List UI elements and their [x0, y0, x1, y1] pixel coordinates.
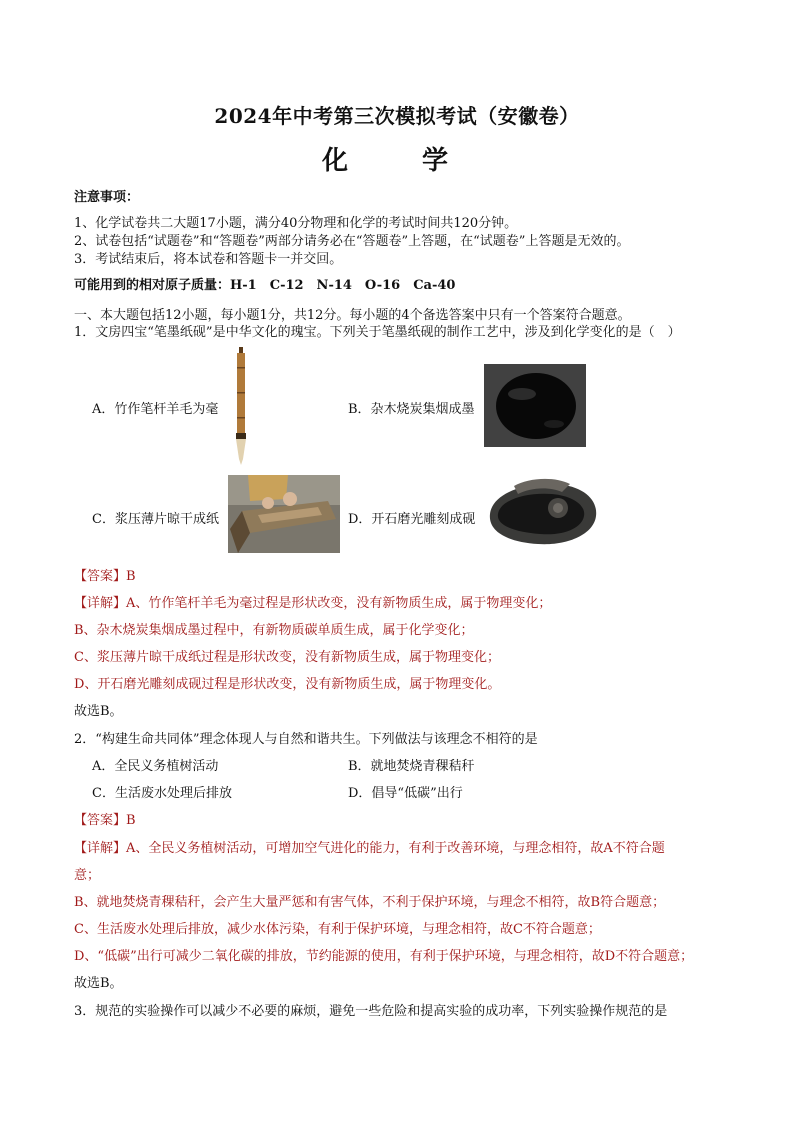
notice-item-3: 3．考试结束后，将本试卷和答题卡一并交回。: [74, 252, 343, 267]
subject-title: 化 学: [321, 146, 472, 176]
question-1-stem: 1．文房四宝“笔墨纸砚”是中华文化的瑰宝。下列关于笔墨纸砚的制作工艺中，涉及到化学变化的是（ ）: [74, 325, 681, 340]
q2-option-d: D．倡导“低碳”出行: [348, 786, 463, 801]
q2-option-b: B．就地焚烧青稞秸秆: [348, 759, 475, 774]
q1-option-d: D．开石磨光雕刻成砚: [348, 512, 476, 527]
detail-tag: 【详解】: [74, 596, 127, 611]
answer-tag: 【答案】: [74, 569, 127, 584]
brush-image: [228, 347, 254, 465]
detail-tag: 【详解】: [74, 841, 127, 856]
q1-answer-line: [74, 565, 136, 584]
q2-answer: B: [126, 813, 136, 828]
section-intro: 一、本大题包括12小题，每小题1分，共12分。每小题的4个备选答案中只有一个答案符合题意。: [74, 308, 631, 323]
notice-heading: 注意事项：: [74, 190, 140, 205]
q2-answer-line: [74, 809, 136, 828]
ink-image: [484, 364, 586, 447]
q2-option-c: C．生活废水处理后排放: [92, 786, 232, 801]
q1-answer: B: [126, 569, 136, 584]
q1-conclusion: 故选B。: [74, 704, 123, 719]
q2-detail-d: D、“低碳”出行可减少二氧化碳的排放，节约能源的使用，有利于保护环境，与理念相符，故D不符合题意；: [74, 949, 694, 964]
q2-detail-a: [74, 837, 665, 856]
q1-option-b: B．杂木烧炭集烟成墨: [348, 402, 475, 417]
q1-detail-text-a: A、竹作笔杆羊毛为毫过程是形状改变，没有新物质生成，属于物理变化；: [126, 596, 552, 611]
q1-detail-b: B、杂木烧炭集烟成墨过程中，有新物质碳单质生成，属于化学变化；: [74, 623, 474, 638]
q1-option-c: C．浆压薄片晾干成纸: [92, 512, 219, 527]
paper-making-image: [228, 475, 340, 553]
q2-option-a: A．全民义务植树活动: [92, 759, 219, 774]
question-3-stem: 3．规范的实验操作可以减少不必要的麻烦，避免一些危险和提高实验的成功率，下列实验操作规范的是: [74, 1004, 668, 1019]
q2-detail-a-cont: 意；: [74, 868, 101, 883]
notice-item-2: 2、试卷包括“试题卷”和“答题卷”两部分请务必在“答题卷”上答题，在“试题卷”上答题是无效的。: [74, 234, 630, 249]
notice-item-1: 1、化学试卷共二大题17小题，满分40分物理和化学的考试时间共120分钟。: [74, 216, 518, 231]
question-2-stem: 2．“构建生命共同体”理念体现人与自然和谐共生。下列做法与该理念不相符的是: [74, 732, 538, 747]
q1-detail-d: D、开石磨光雕刻成砚过程是形状改变，没有新物质生成，属于物理变化。: [74, 677, 501, 692]
inkstone-image: [484, 476, 602, 552]
q1-detail-c: C、浆压薄片晾干成纸过程是形状改变，没有新物质生成，属于物理变化；: [74, 650, 500, 665]
q2-conclusion: 故选B。: [74, 976, 123, 991]
page-title: 2024年中考第三次模拟考试（安徽卷）: [214, 104, 580, 128]
q1-option-a: A．竹作笔杆羊毛为毫: [92, 402, 219, 417]
atomic-mass-line: 可能用到的相对原子质量：H-1 C-12 N-14 O-16 Ca-40: [74, 278, 456, 293]
q1-detail-a: [74, 592, 551, 611]
q2-detail-text-a: A、全民义务植树活动，可增加空气进化的能力，有利于改善环境，与理念相符，故A不符合题: [126, 841, 665, 856]
answer-tag: 【答案】: [74, 813, 127, 828]
q2-detail-b: B、就地焚烧青稞秸秆，会产生大量严惩和有害气体，不利于保护环境，与理念不相符，故B符合题意；: [74, 895, 666, 910]
q2-detail-c: C、生活废水处理后排放，减少水体污染，有利于保护环境，与理念相符，故C不符合题意；: [74, 922, 601, 937]
